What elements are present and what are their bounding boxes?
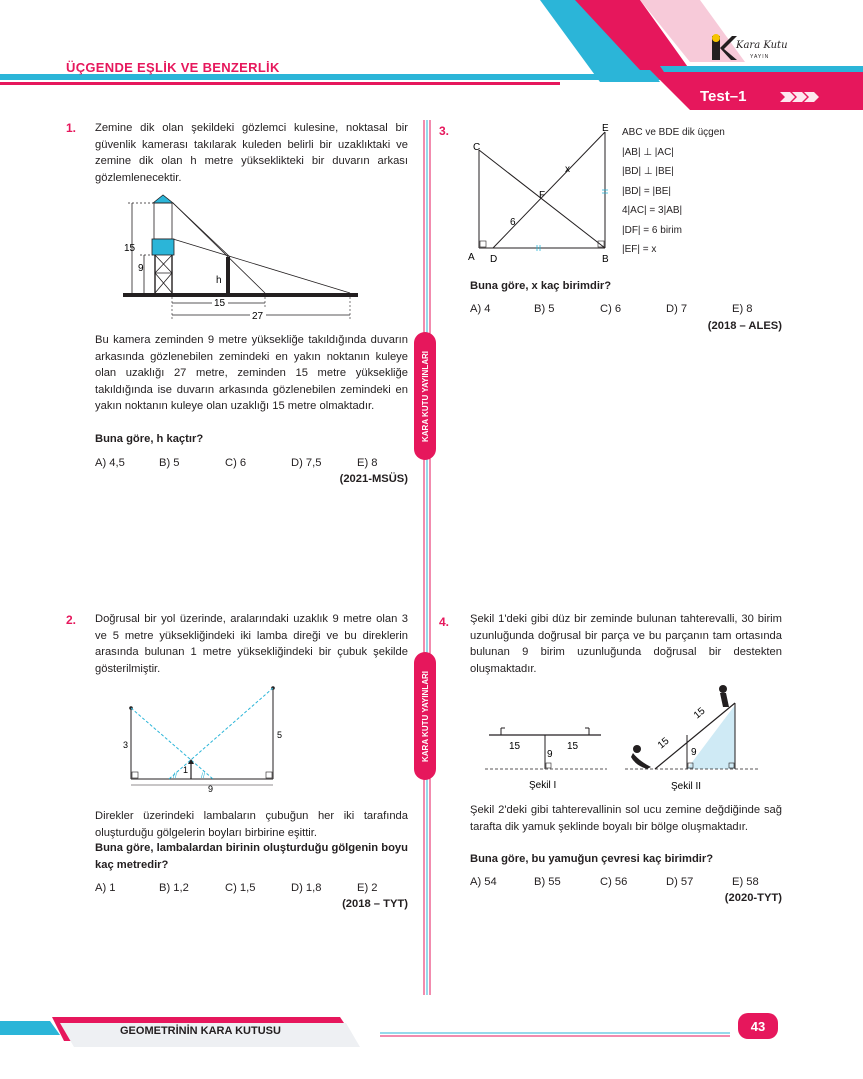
q1-text: Zemine dik olan şekildeki gözlemci kulesine, noktasal bir güvenlik kamerası takılarak kuleden belirli bir uzaklıktaki ve zemine dik olan h metre yükseklikteki bir duvarın arkası gözlemlenecektir.	[95, 122, 408, 184]
child-right-icon	[719, 685, 729, 707]
child-left-icon	[631, 745, 651, 769]
q4-fig2-caption: Şekil II	[671, 781, 702, 792]
brand-logo	[708, 32, 788, 64]
side-tab-1: KARA KUTU YAYINLARI	[414, 332, 436, 460]
chapter-title: ÜÇGENDE EŞLİK VE BENZERLİK	[66, 60, 280, 75]
q3-info-0: ABC ve BDE dik üçgen	[622, 127, 725, 138]
column-divider	[422, 120, 434, 1000]
q4-source: (2020-TYT)	[724, 892, 782, 904]
q4-option-d[interactable]: D) 57	[666, 876, 694, 888]
q3-option-c[interactable]: C) 6	[600, 303, 622, 315]
q4-fig1-15l: 15	[509, 741, 521, 752]
q2-options	[95, 882, 378, 894]
side-tab-2: KARA KUTU YAYINLARI	[414, 652, 436, 780]
q4-figure-2	[625, 685, 760, 797]
q2-text: Doğrusal bir yol üzerinde, aralarındaki uzaklık 9 metre olan 3 ve 5 metre yüksekliğindeki iki lamba direği ve bu direklerin arasında bulunan 1 metre yüksekliğindeki bir çubuk şekilde gösterilmiştir.	[95, 613, 408, 675]
q3-option-b[interactable]: B) 5	[534, 303, 555, 315]
q4-body: Şekil 2'deki gibi tahterevallinin sol ucu zemine değdiğinde sağ tarafta dik yamuk şeklinde boyalı bir bölge oluşmaktadır.	[470, 804, 782, 833]
q2-label-1: 1	[183, 765, 189, 775]
test-label: Test–1	[700, 88, 747, 105]
q3-figure	[465, 120, 615, 265]
q3-label-b: B	[602, 254, 609, 265]
q1-option-c[interactable]: C) 6	[225, 457, 247, 469]
q4-fig2-15l: 15	[655, 735, 672, 752]
q4-figure-1	[485, 725, 610, 795]
q2-option-d[interactable]: D) 1,8	[291, 882, 322, 894]
q4-fig2-9: 9	[691, 747, 697, 758]
q3-info-3: |BD| = |BE|	[622, 185, 672, 197]
q1-label-d27: 27	[252, 311, 264, 322]
q2-figure	[115, 684, 290, 796]
q4-number: 4.	[439, 615, 450, 629]
q1-option-e[interactable]: E) 8	[357, 457, 378, 469]
q2-source: (2018 – TYT)	[342, 898, 408, 910]
q4-option-e[interactable]: E) 58	[732, 876, 759, 888]
q3-label-a: A	[468, 252, 475, 263]
q3-label-d: D	[490, 254, 498, 265]
q2-option-b[interactable]: B) 1,2	[159, 882, 189, 894]
q4-fig1-9: 9	[547, 749, 553, 760]
q1-option-b[interactable]: B) 5	[159, 457, 180, 469]
q2-number: 2.	[66, 613, 77, 627]
q3-label-e: E	[602, 123, 609, 134]
q1-label-h: h	[216, 275, 222, 286]
q3-source: (2018 – ALES)	[707, 320, 782, 332]
brand-sub: YAYIN	[750, 54, 770, 60]
q1-label-d15: 15	[214, 298, 226, 309]
q3-info-1: |AB| ⊥ |AC|	[622, 146, 674, 158]
logo-k-icon	[708, 32, 738, 64]
q3-question: Buna göre, x kaç birimdir?	[470, 280, 612, 292]
q2-option-a[interactable]: A) 1	[95, 882, 116, 894]
q2-label-9: 9	[208, 784, 214, 794]
q1-body: Bu kamera zeminden 9 metre yüksekliğe takıldığında duvarın arkasında gözlenebilen zemindeki en yakın noktanın kuleye olan uzaklığı 27 metre, zeminden 15 metre yüksekliğe takıldığında ise duvarın arkasında gözlenebilen zemindeki en yakın noktanın kuleye olan uzaklığı 15 metre olmaktadır.	[95, 334, 408, 412]
q3-label-f: F	[539, 190, 546, 201]
q3-info	[622, 123, 725, 260]
q4-option-c[interactable]: C) 56	[600, 876, 628, 888]
svg-text://: //	[173, 773, 177, 780]
q1-option-a[interactable]: A) 4,5	[95, 457, 125, 469]
q3-label-x: x	[565, 164, 570, 175]
q1-number: 1.	[66, 121, 77, 135]
q1-source: (2021-MSÜS)	[339, 473, 408, 485]
q2-option-c[interactable]: C) 1,5	[225, 882, 256, 894]
q3-info-6: |EF| = x	[622, 244, 657, 255]
q4-option-b[interactable]: B) 55	[534, 876, 561, 888]
q2-question: Buna göre, lambalardan birinin oluşturduğu gölgenin boyu kaç metredir?	[95, 842, 408, 871]
q4-options	[470, 876, 759, 888]
q4-fig2-15r: 15	[691, 705, 708, 722]
q1-label-9: 9	[138, 263, 144, 274]
q3-option-a[interactable]: A) 4	[470, 303, 491, 315]
q1-option-d[interactable]: D) 7,5	[291, 457, 322, 469]
q1-options	[95, 457, 378, 469]
q3-number: 3.	[439, 124, 450, 138]
q3-info-4: 4|AC| = 3|AB|	[622, 205, 683, 216]
q3-options	[470, 303, 753, 315]
q1-figure	[120, 193, 360, 323]
page-number: 43	[738, 1013, 778, 1039]
q3-option-e[interactable]: E) 8	[732, 303, 753, 315]
q3-option-d[interactable]: D) 7	[666, 303, 688, 315]
q3-label-6: 6	[510, 217, 516, 228]
q3-info-2: |BD| ⊥ |BE|	[622, 166, 674, 177]
q4-option-a[interactable]: A) 54	[470, 876, 497, 888]
q2-label-3: 3	[123, 740, 129, 750]
q1-question: Buna göre, h kaçtır?	[95, 433, 204, 445]
q4-text: Şekil 1'deki gibi düz bir zeminde bulunan tahterevalli, 30 birim uzunluğunda doğrusal bir parça ve bu parçanın tam ortasında bulunan 9 birim uzunluğunda doğrusal bir destekten oluşmaktadır.	[470, 613, 782, 675]
q2-body: Direkler üzerindeki lambaların çubuğun her iki tarafında oluşturduğu gölgelerin boyları birbirine eşittir.	[95, 810, 408, 839]
q3-label-c: C	[473, 142, 481, 153]
q2-label-5: 5	[277, 730, 283, 740]
brand-name: Kara Kutu	[736, 40, 788, 51]
q4-fig1-15r: 15	[567, 741, 579, 752]
footer-title: GEOMETRİNİN KARA KUTUSU	[120, 1025, 281, 1037]
q4-fig1-caption: Şekil I	[529, 780, 557, 791]
q4-question: Buna göre, bu yamuğun çevresi kaç birimdir?	[470, 853, 714, 865]
q3-info-5: |DF| = 6 birim	[622, 224, 682, 236]
svg-text://: //	[201, 773, 205, 780]
q1-label-15: 15	[124, 243, 136, 254]
q2-option-e[interactable]: E) 2	[357, 882, 378, 894]
